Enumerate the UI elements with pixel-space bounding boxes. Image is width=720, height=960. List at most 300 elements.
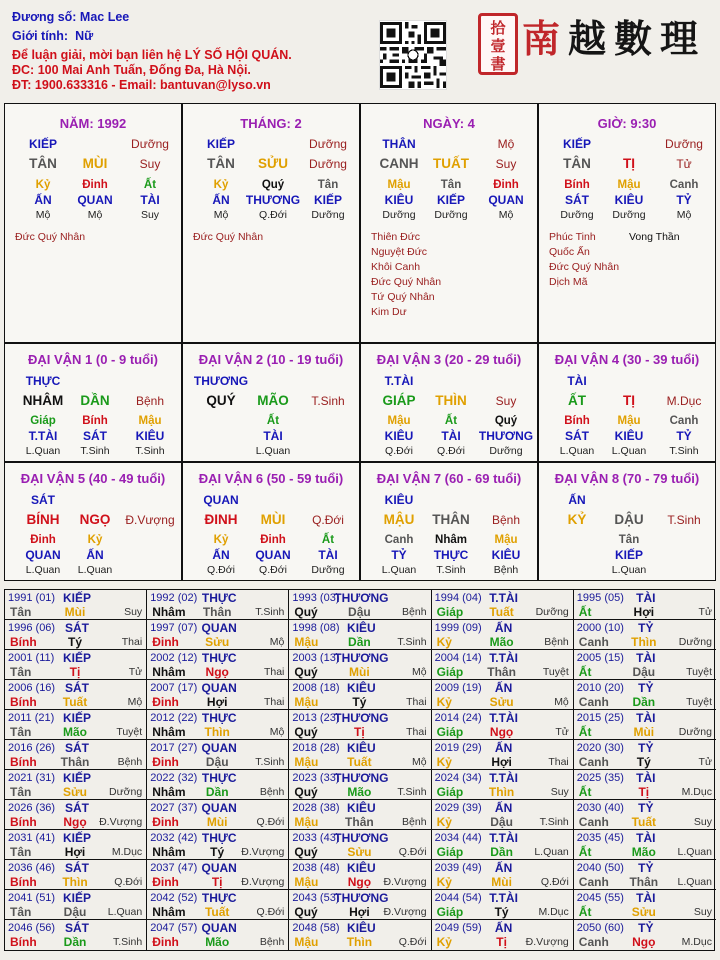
year-stem: Kỷ	[436, 875, 452, 889]
dai-van-title: ĐẠI VẬN 1 (0 - 9 tuổi)	[27, 352, 158, 367]
year-label: 2027 (37)	[150, 802, 198, 814]
year-branch: Tuất	[631, 815, 657, 829]
year-label: 1992 (02)	[150, 592, 198, 604]
hidden-stem: Tân	[440, 179, 462, 191]
year-cell	[5, 740, 147, 770]
year-stem: Kỷ	[436, 755, 452, 769]
hidden-stem: Canh	[384, 534, 414, 546]
year-branch: Tý	[352, 695, 367, 709]
year-label: 2006 (16)	[8, 682, 56, 694]
year-branch: Mùi	[64, 605, 86, 619]
year-phase: Đ.Vượng	[383, 876, 427, 888]
year-branch: Dần	[348, 635, 371, 649]
hidden-star: KIÊU	[491, 548, 521, 562]
year-branch: Tị	[211, 875, 223, 889]
hidden-phase: L.Quan	[77, 564, 113, 576]
year-cell	[5, 590, 147, 620]
year-phase: T.Sinh	[397, 786, 427, 798]
year-cell	[289, 620, 431, 650]
year-branch: Dậu	[348, 605, 371, 619]
year-label: 2026 (36)	[8, 802, 56, 814]
address-line: ĐC: 100 Mai Anh Tuấn, Đống Đa, Hà Nội.	[12, 63, 251, 77]
year-ten-god: QUAN	[201, 801, 237, 815]
hidden-star: THƯƠNG	[478, 429, 534, 443]
dai-van-cell	[538, 462, 716, 581]
year-cell	[574, 740, 716, 770]
year-phase: Đ.Vượng	[525, 936, 569, 948]
hidden-phase: Suy	[140, 209, 160, 221]
year-branch: Tị	[638, 785, 650, 799]
year-stem: Ất	[578, 905, 592, 919]
hidden-star: ẤN	[212, 548, 230, 562]
year-stem: Mậu	[294, 875, 319, 889]
hidden-phase: Dưỡng	[560, 209, 594, 221]
year-stem: Quý	[294, 845, 318, 859]
qr-code-icon[interactable]	[379, 20, 447, 90]
dai-van-title: ĐẠI VẬN 4 (30 - 39 tuổi)	[554, 352, 700, 367]
year-cell	[432, 620, 574, 650]
annual-luck-grid	[4, 589, 715, 951]
earthly-branch: SỬU	[258, 156, 288, 171]
year-cell	[147, 740, 289, 770]
hidden-stem: Ất	[143, 179, 157, 191]
year-cell	[289, 680, 431, 710]
year-branch: Mão	[631, 845, 656, 859]
hidden-star: ẤN	[212, 193, 230, 207]
year-stem: Ất	[578, 605, 592, 619]
year-stem: Nhâm	[152, 665, 186, 679]
year-label: 2041 (51)	[8, 892, 56, 904]
hidden-star: KIẾP	[313, 193, 343, 207]
heavenly-stem: NHÂM	[22, 393, 64, 408]
year-ten-god: THỰC	[201, 591, 237, 605]
year-branch: Sửu	[205, 635, 230, 649]
ten-god-star: ẤN	[568, 493, 586, 507]
heavenly-stem: CANH	[379, 156, 419, 171]
year-label: 2015 (25)	[576, 712, 624, 724]
hidden-stem: Đinh	[260, 534, 286, 546]
year-phase: Tuyệt	[116, 726, 143, 738]
year-cell	[574, 890, 716, 920]
year-label: 2009 (19)	[434, 682, 482, 694]
year-label: 2031 (41)	[8, 832, 56, 844]
earthly-branch: THÂN	[432, 512, 470, 527]
year-ten-god: THƯƠNG	[334, 651, 389, 665]
hidden-phase: Mộ	[498, 209, 514, 221]
heavenly-stem: QUÝ	[206, 393, 236, 408]
hidden-phase: L.Quan	[611, 445, 647, 457]
seal-char: 拾	[490, 19, 506, 37]
year-ten-god: SÁT	[65, 741, 89, 755]
year-cell	[289, 920, 431, 950]
year-stem: Bính	[10, 815, 37, 829]
year-stem: Ất	[578, 725, 592, 739]
year-ten-god: THƯƠNG	[334, 591, 389, 605]
year-branch: Dậu	[205, 755, 229, 769]
year-branch: Thân	[60, 755, 90, 769]
ten-god-star: KIẾP	[206, 137, 236, 151]
year-stem: Mậu	[294, 815, 319, 829]
year-phase: Thai	[406, 726, 427, 738]
year-label: 2035 (45)	[576, 832, 624, 844]
hidden-star: TỶ	[676, 193, 692, 207]
hidden-phase: L.Quan	[25, 445, 61, 457]
year-cell	[432, 650, 574, 680]
year-phase: T.Sinh	[113, 936, 143, 948]
gender-line	[12, 29, 93, 43]
hidden-stem: Mậu	[617, 179, 641, 191]
year-ten-god: TỶ	[638, 681, 654, 695]
year-cell	[574, 680, 716, 710]
year-label: 2008 (18)	[292, 682, 340, 694]
brand-char: 越	[568, 15, 609, 61]
hidden-stem: Quý	[261, 179, 285, 191]
hidden-stem: Ất	[266, 415, 280, 427]
year-ten-god: ẤN	[494, 921, 513, 935]
year-stem: Quý	[294, 725, 318, 739]
year-stem: Tân	[10, 785, 32, 799]
year-phase: M.Dục	[681, 786, 712, 798]
year-cell	[432, 860, 574, 890]
ten-god-star: SÁT	[31, 493, 55, 507]
year-stem: Đinh	[152, 935, 179, 949]
year-branch: Tý	[636, 755, 651, 769]
year-cell	[147, 800, 289, 830]
year-cell	[289, 590, 431, 620]
year-branch: Hợi	[349, 905, 370, 919]
year-label: 2028 (38)	[292, 802, 340, 814]
year-stem: Giáp	[436, 845, 464, 859]
year-ten-god: TỶ	[638, 741, 654, 755]
year-stem: Nhâm	[152, 905, 186, 919]
year-branch: Dậu	[632, 665, 656, 679]
year-branch: Tị	[69, 665, 81, 679]
year-cell	[432, 680, 574, 710]
year-branch: Tị	[354, 725, 365, 739]
hidden-phase: L.Quan	[559, 445, 595, 457]
year-phase: Suy	[693, 816, 712, 828]
year-label: 2037 (47)	[150, 862, 198, 874]
year-phase: Đ.Vượng	[383, 906, 427, 918]
year-cell	[5, 860, 147, 890]
year-cell	[432, 710, 574, 740]
year-cell	[432, 920, 574, 950]
year-ten-god: THƯƠNG	[334, 891, 389, 905]
year-ten-god: ẤN	[494, 861, 513, 875]
year-phase: Thai	[263, 696, 285, 708]
year-cell	[289, 710, 431, 740]
year-stem: Giáp	[436, 785, 464, 799]
ten-god-star: THƯƠNG	[193, 374, 249, 388]
year-stem: Quý	[294, 785, 318, 799]
year-cell	[147, 710, 289, 740]
year-phase: Thai	[121, 636, 143, 648]
year-branch: Dậu	[63, 905, 87, 919]
year-stem: Giáp	[436, 905, 464, 919]
year-phase: Tử	[128, 666, 143, 678]
year-phase: Tử	[555, 726, 569, 738]
year-phase: Q.Đới	[540, 876, 569, 888]
hidden-stem: Nhâm	[435, 534, 467, 546]
year-stem: Nhâm	[152, 605, 186, 619]
year-phase: L.Quan	[107, 906, 143, 918]
contact-line: Để luận giải, mời bạn liên hệ LÝ SỐ HỘI QUÁN.	[12, 48, 292, 62]
year-ten-god: THỰC	[201, 771, 237, 785]
year-label: 2040 (50)	[576, 862, 624, 874]
year-label: 2021 (31)	[8, 772, 56, 784]
year-phase: Q.Đới	[256, 906, 285, 918]
year-cell	[289, 740, 431, 770]
hidden-phase: T.Sinh	[135, 445, 165, 457]
year-stem: Bính	[10, 935, 37, 949]
year-ten-god: TÀI	[636, 831, 656, 845]
year-label: 2046 (56)	[8, 922, 56, 934]
special-star: Đức Quý Nhân	[15, 231, 86, 243]
phase-top: Dưỡng	[131, 137, 169, 151]
hidden-star: ẤN	[34, 193, 52, 207]
hidden-phase: Q.Đới	[437, 445, 465, 457]
year-phase: Mộ	[127, 696, 143, 708]
hidden-phase: Dưỡng	[311, 209, 345, 221]
year-cell	[5, 770, 147, 800]
year-branch: Mão	[205, 935, 230, 949]
year-phase: Tử	[698, 756, 712, 768]
hidden-star: THỰC	[433, 548, 469, 562]
year-branch: Sửu	[631, 905, 656, 919]
dai-van-title: ĐẠI VẬN 8 (70 - 79 tuổi)	[554, 471, 700, 486]
hidden-phase: Dưỡng	[311, 564, 345, 576]
hidden-stem: Mậu	[617, 415, 641, 427]
year-label: 2007 (17)	[150, 682, 198, 694]
year-phase: Tử	[698, 606, 712, 618]
year-phase: Thai	[263, 666, 285, 678]
header	[0, 0, 720, 100]
year-cell	[147, 890, 289, 920]
year-stem: Kỷ	[436, 695, 452, 709]
year-phase: Q.Đới	[256, 816, 285, 828]
year-ten-god: T.TÀI	[489, 651, 518, 665]
hidden-star: KIÊU	[614, 429, 644, 443]
year-ten-god: KIẾP	[62, 711, 92, 725]
dai-van-cell	[360, 462, 538, 581]
hidden-stem: Bính	[564, 179, 590, 191]
year-phase: L.Quan	[677, 846, 712, 858]
year-stem: Tân	[10, 725, 32, 739]
year-label: 2032 (42)	[150, 832, 198, 844]
phase-label: T.Sinh	[667, 513, 701, 527]
year-ten-god: SÁT	[65, 921, 89, 935]
pillar-cell	[360, 103, 538, 343]
pillar-title: NĂM: 1992	[59, 116, 127, 131]
hidden-phase: T.Sinh	[80, 445, 110, 457]
year-branch: Ngọ	[205, 665, 229, 679]
year-label: 2020 (30)	[576, 742, 624, 754]
year-phase: Dưỡng	[535, 606, 569, 618]
year-stem: Mậu	[294, 755, 319, 769]
year-cell	[147, 860, 289, 890]
hidden-star: KIẾP	[614, 548, 644, 562]
special-star: Thiên Đức	[371, 231, 421, 243]
year-phase: Bệnh	[117, 756, 143, 768]
year-ten-god: THỰC	[201, 891, 237, 905]
year-label: 2023 (33)	[292, 772, 340, 784]
year-stem: Nhâm	[152, 785, 186, 799]
year-ten-god: ẤN	[494, 801, 513, 815]
hidden-stem: Kỷ	[87, 534, 103, 546]
hidden-stem: Đinh	[82, 179, 108, 191]
year-ten-god: KIÊU	[347, 861, 376, 875]
year-phase: Q.Đới	[398, 936, 427, 948]
year-stem: Giáp	[436, 665, 464, 679]
year-branch: Tý	[67, 635, 83, 649]
dai-van-title: ĐẠI VẬN 3 (20 - 29 tuổi)	[376, 352, 522, 367]
hidden-star: ẤN	[86, 548, 104, 562]
red-seal-stamp	[478, 13, 518, 75]
hidden-star: KIẾP	[436, 193, 466, 207]
heavenly-stem: TÂN	[207, 156, 235, 171]
year-phase: Dưỡng	[109, 786, 143, 798]
year-phase: Bệnh	[402, 606, 427, 618]
year-stem: Nhâm	[152, 845, 186, 859]
hidden-phase: L.Quan	[381, 564, 417, 576]
year-ten-god: T.TÀI	[489, 591, 518, 605]
year-branch: Hợi	[206, 695, 228, 709]
year-label: 2012 (22)	[150, 712, 198, 724]
year-branch: Hợi	[64, 845, 86, 859]
year-phase: Dưỡng	[678, 726, 712, 738]
year-label: 2005 (15)	[576, 652, 624, 664]
year-phase: Suy	[693, 906, 712, 918]
phase-label: Bệnh	[135, 394, 165, 408]
year-branch: Thìn	[204, 725, 230, 739]
year-phase: Tuyệt	[542, 666, 569, 678]
year-stem: Đinh	[152, 815, 179, 829]
year-phase: T.Sinh	[397, 636, 427, 648]
phase-label: Suy	[495, 157, 517, 171]
seal-char: 壹	[490, 37, 506, 55]
year-cell	[289, 890, 431, 920]
year-phase: Q.Đới	[398, 846, 427, 858]
ten-god-star: KIÊU	[384, 493, 414, 507]
year-ten-god: THỰC	[201, 831, 237, 845]
year-cell	[574, 590, 716, 620]
year-stem: Mậu	[294, 935, 319, 949]
year-phase: Đ.Vượng	[241, 846, 285, 858]
year-stem: Canh	[578, 635, 609, 649]
year-label: 1998 (08)	[292, 622, 340, 634]
year-branch: Mùi	[491, 875, 512, 889]
year-label: 2024 (34)	[434, 772, 482, 784]
year-label: 2000 (10)	[576, 622, 624, 634]
special-star: Đức Quý Nhân	[371, 276, 442, 288]
hidden-phase: Bệnh	[493, 564, 519, 576]
year-stem: Đinh	[152, 635, 179, 649]
year-cell	[289, 770, 431, 800]
year-branch: Ngọ	[347, 875, 372, 889]
year-branch: Mão	[489, 635, 514, 649]
year-stem: Ất	[578, 785, 592, 799]
year-ten-god: TÀI	[636, 651, 656, 665]
special-star: Tứ Quý Nhân	[371, 291, 435, 303]
hidden-phase: L.Quan	[611, 564, 647, 576]
year-cell	[147, 680, 289, 710]
year-cell	[5, 890, 147, 920]
year-branch: Hợi	[491, 755, 512, 769]
earthly-branch: TỊ	[623, 393, 635, 408]
heavenly-stem: KỶ	[567, 512, 587, 527]
phase-label: Tử	[676, 157, 692, 171]
pillar-title: THÁNG: 2	[240, 116, 302, 131]
special-star: Đức Quý Nhân	[549, 261, 620, 273]
year-label: 2047 (57)	[150, 922, 198, 934]
ten-god-star: KIẾP	[562, 137, 592, 151]
hidden-stem: Canh	[669, 179, 699, 191]
year-ten-god: KIẾP	[62, 651, 92, 665]
hidden-phase: Q.Đới	[207, 564, 235, 576]
year-branch: Thân	[487, 665, 516, 679]
heavenly-stem: BÍNH	[26, 512, 60, 527]
phase-label: T.Sinh	[311, 394, 345, 408]
year-label: 2038 (48)	[292, 862, 340, 874]
hidden-star: SÁT	[565, 193, 589, 207]
heavenly-stem: GIÁP	[382, 393, 416, 408]
year-branch: Mùi	[206, 815, 228, 829]
year-ten-god: SÁT	[65, 801, 89, 815]
year-phase: M.Dục	[538, 906, 569, 918]
hidden-phase: T.Sinh	[669, 445, 699, 457]
year-stem: Canh	[578, 695, 609, 709]
year-cell	[574, 620, 716, 650]
hidden-phase: L.Quan	[255, 445, 291, 457]
year-ten-god: TỶ	[638, 921, 654, 935]
year-phase: Mộ	[269, 636, 285, 648]
year-label: 2017 (27)	[150, 742, 198, 754]
hidden-star: SÁT	[83, 429, 107, 443]
year-label: 2048 (58)	[292, 922, 340, 934]
hidden-stem: Đinh	[30, 534, 56, 546]
year-stem: Tân	[10, 605, 32, 619]
year-phase: T.Sinh	[539, 816, 569, 828]
year-ten-god: ẤN	[494, 621, 513, 635]
phase-label: Q.Đới	[312, 513, 344, 527]
year-label: 1996 (06)	[8, 622, 56, 634]
year-stem: Bính	[10, 635, 37, 649]
year-ten-god: ẤN	[494, 681, 513, 695]
year-label: 1995 (05)	[576, 592, 624, 604]
year-label: 2029 (39)	[434, 802, 482, 814]
year-label: 1994 (04)	[434, 592, 482, 604]
phone-email-line[interactable]: ĐT: 1900.633316 - Email: bantuvan@lyso.vn	[12, 78, 271, 92]
year-stem: Quý	[294, 905, 318, 919]
year-stem: Ất	[578, 845, 592, 859]
hidden-star: QUAN	[25, 548, 61, 562]
hidden-stem: Kỷ	[213, 179, 229, 191]
special-star: Dịch Mã	[549, 276, 588, 288]
gender-label: Giới tính:	[12, 29, 69, 43]
year-stem: Kỷ	[436, 815, 452, 829]
year-phase: Đ.Vượng	[99, 816, 143, 828]
earthly-branch: NGỌ	[79, 512, 111, 527]
brand-logo	[522, 10, 700, 60]
year-cell	[147, 650, 289, 680]
year-label: 2022 (32)	[150, 772, 198, 784]
year-phase: Mộ	[554, 696, 569, 708]
year-ten-god: TỶ	[638, 801, 654, 815]
year-branch: Thân	[345, 815, 374, 829]
year-ten-god: KIẾP	[62, 891, 92, 905]
year-label: 2001 (11)	[8, 652, 55, 664]
ten-god-star: TÀI	[567, 374, 587, 388]
